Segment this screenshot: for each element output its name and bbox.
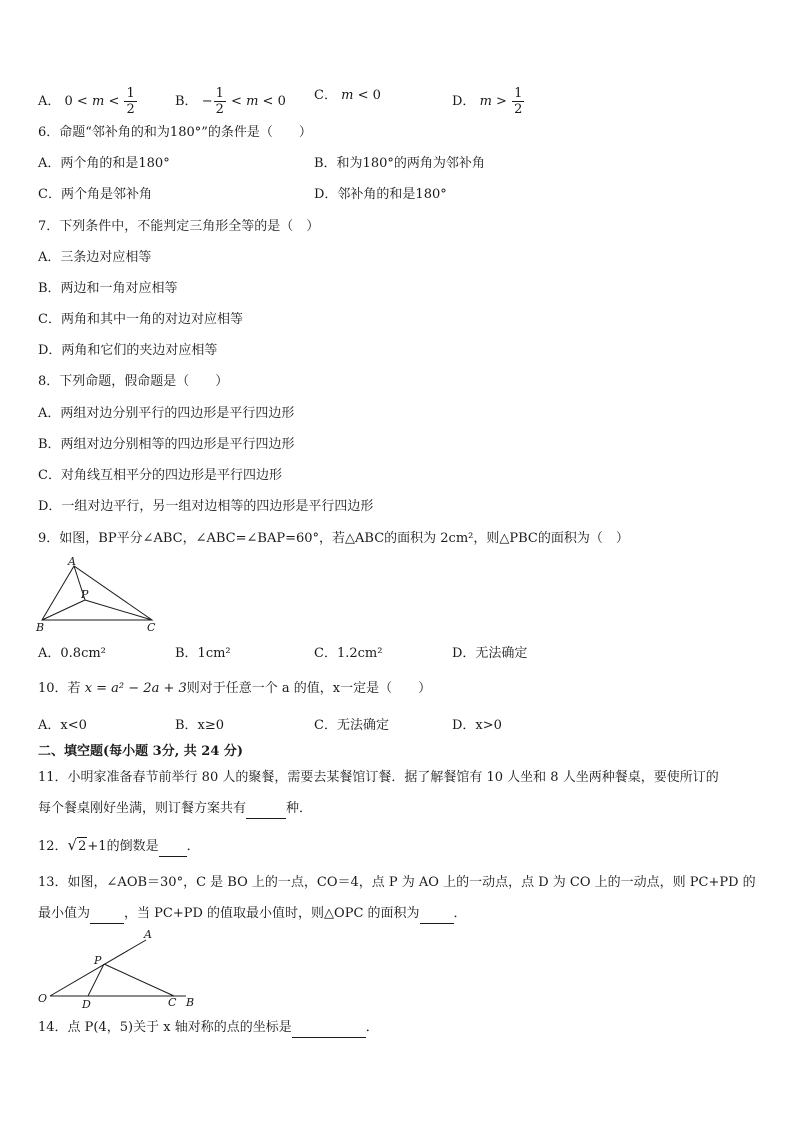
q8-option-c: C．对角线互相平分的四边形是平行四边形	[38, 468, 282, 483]
label-c: C	[147, 621, 156, 634]
label-a: A	[144, 928, 152, 941]
q6-option-b: B．和为180°的两角为邻补角	[314, 156, 485, 171]
fraction: $\frac{1}{2}$	[215, 86, 224, 117]
q8-option-a: A．两组对边分别平行的四边形是平行四边形	[38, 406, 295, 421]
q9-option-c: C．1.2cm²	[314, 646, 383, 661]
q11-answer-blank[interactable]	[246, 800, 286, 819]
q6-stem: 6．命题“邻补角的和为180°”的条件是（ ）	[38, 125, 312, 140]
fraction: $\frac{1}{2}$	[126, 86, 135, 117]
q9-option-d: D．无法确定	[452, 646, 528, 661]
label-d: D	[82, 998, 91, 1010]
label-b: B	[186, 996, 195, 1009]
q7-stem: 7．下列条件中，不能判定三角形全等的是（ ）	[38, 219, 320, 234]
q9-option-a: A．0.8cm²	[38, 646, 106, 661]
q10-expression: x = a² − 2a + 3	[84, 681, 187, 696]
q5-option-b: B． − $\frac{1}{2}$ < m < 0	[175, 86, 286, 117]
q6-options-row1	[38, 154, 758, 174]
segment-pc	[104, 964, 174, 996]
sqrt-icon: √	[67, 836, 78, 854]
label-p: P	[94, 954, 102, 967]
q10-option-d: D．x>0	[452, 718, 502, 733]
q9-options	[38, 644, 758, 664]
label-c: C	[168, 996, 177, 1009]
label-b: B	[36, 621, 45, 634]
q7-option-b: B．两边和一角对应相等	[38, 281, 178, 296]
label-o: O	[38, 992, 48, 1005]
q6-option-d: D．邻补角的和是180°	[314, 187, 447, 202]
q5-option-c: C． m < 0	[314, 88, 381, 103]
ray-oa	[50, 940, 146, 996]
q9-triangle-figure	[34, 556, 164, 634]
q12-answer-blank[interactable]	[159, 838, 187, 857]
q5-options	[38, 86, 758, 117]
q12-stem: 12．√2+1的倒数是 ．	[38, 836, 200, 857]
q14-answer-blank[interactable]	[292, 1019, 366, 1038]
q7-option-c: C．两角和其中一角的对边对应相等	[38, 312, 243, 327]
q13-answer-blank-1[interactable]	[90, 905, 124, 924]
q13-line2: 最小值为 ，当 PC+PD 的值取最小值时，则△OPC 的面积为 ．	[38, 905, 467, 924]
q13-answer-blank-2[interactable]	[420, 905, 454, 924]
q10-option-a: A．x<0	[38, 718, 87, 733]
q7-option-d: D．两角和它们的夹边对应相等	[38, 343, 218, 358]
fraction: $\frac{1}{2}$	[514, 86, 523, 117]
q14-stem: 14．点 P(4，5)关于 x 轴对称的点的坐标是 ．	[38, 1019, 379, 1038]
q9-option-b: B．1cm²	[175, 646, 231, 661]
label-p: P	[81, 588, 89, 601]
q10-options	[38, 716, 758, 736]
q8-option-b: B．两组对边分别相等的四边形是平行四边形	[38, 437, 295, 452]
q10-stem: 10．若 x = a² − 2a + 3则对于任意一个 a 的值，x一定是（ ）	[38, 681, 432, 696]
q6-option-c: C．两个角是邻补角	[38, 187, 152, 202]
q6-option-a: A．两个角的和是180°	[38, 156, 170, 171]
q11-line2: 每个餐桌刚好坐满，则订餐方案共有 种．	[38, 800, 312, 819]
q13-angle-figure	[34, 926, 204, 1010]
q11-line1: 11．小明家准备春节前举行 80 人的聚餐，需要去某餐馆订餐．据了解餐馆有 10 人坐和 8 人坐两种餐桌，要使所订的	[38, 770, 719, 785]
q7-option-a: A．三条边对应相等	[38, 250, 152, 265]
q10-option-c: C．无法确定	[314, 718, 389, 733]
q10-option-b: B．x≥0	[175, 718, 225, 733]
q5-option-d: D． m > $\frac{1}{2}$	[452, 86, 523, 117]
segment-pc	[85, 600, 152, 620]
q13-line1: 13．如图，∠AOB＝30°，C 是 BO 上的一点，CO＝4，点 P 为 AO 上的一动点，点 D 为 CO 上的一动点，则 PC+PD 的	[38, 875, 756, 890]
q8-option-d: D．一组对边平行，另一组对边相等的四边形是平行四边形	[38, 499, 374, 514]
section-fill-in-title: 二、填空题(每小题 3分, 共 24 分)	[38, 744, 244, 759]
q5-option-a: A． 0 < m < $\frac{1}{2}$	[38, 86, 135, 117]
label-a: A	[68, 556, 76, 568]
q8-stem: 8．下列命题，假命题是（ ）	[38, 374, 229, 389]
q9-stem: 9．如图，BP平分∠ABC，∠ABC=∠BAP=60°，若△ABC的面积为 2cm²，则△PBC的面积为（ ）	[38, 531, 629, 546]
q6-options-row2	[38, 185, 758, 205]
